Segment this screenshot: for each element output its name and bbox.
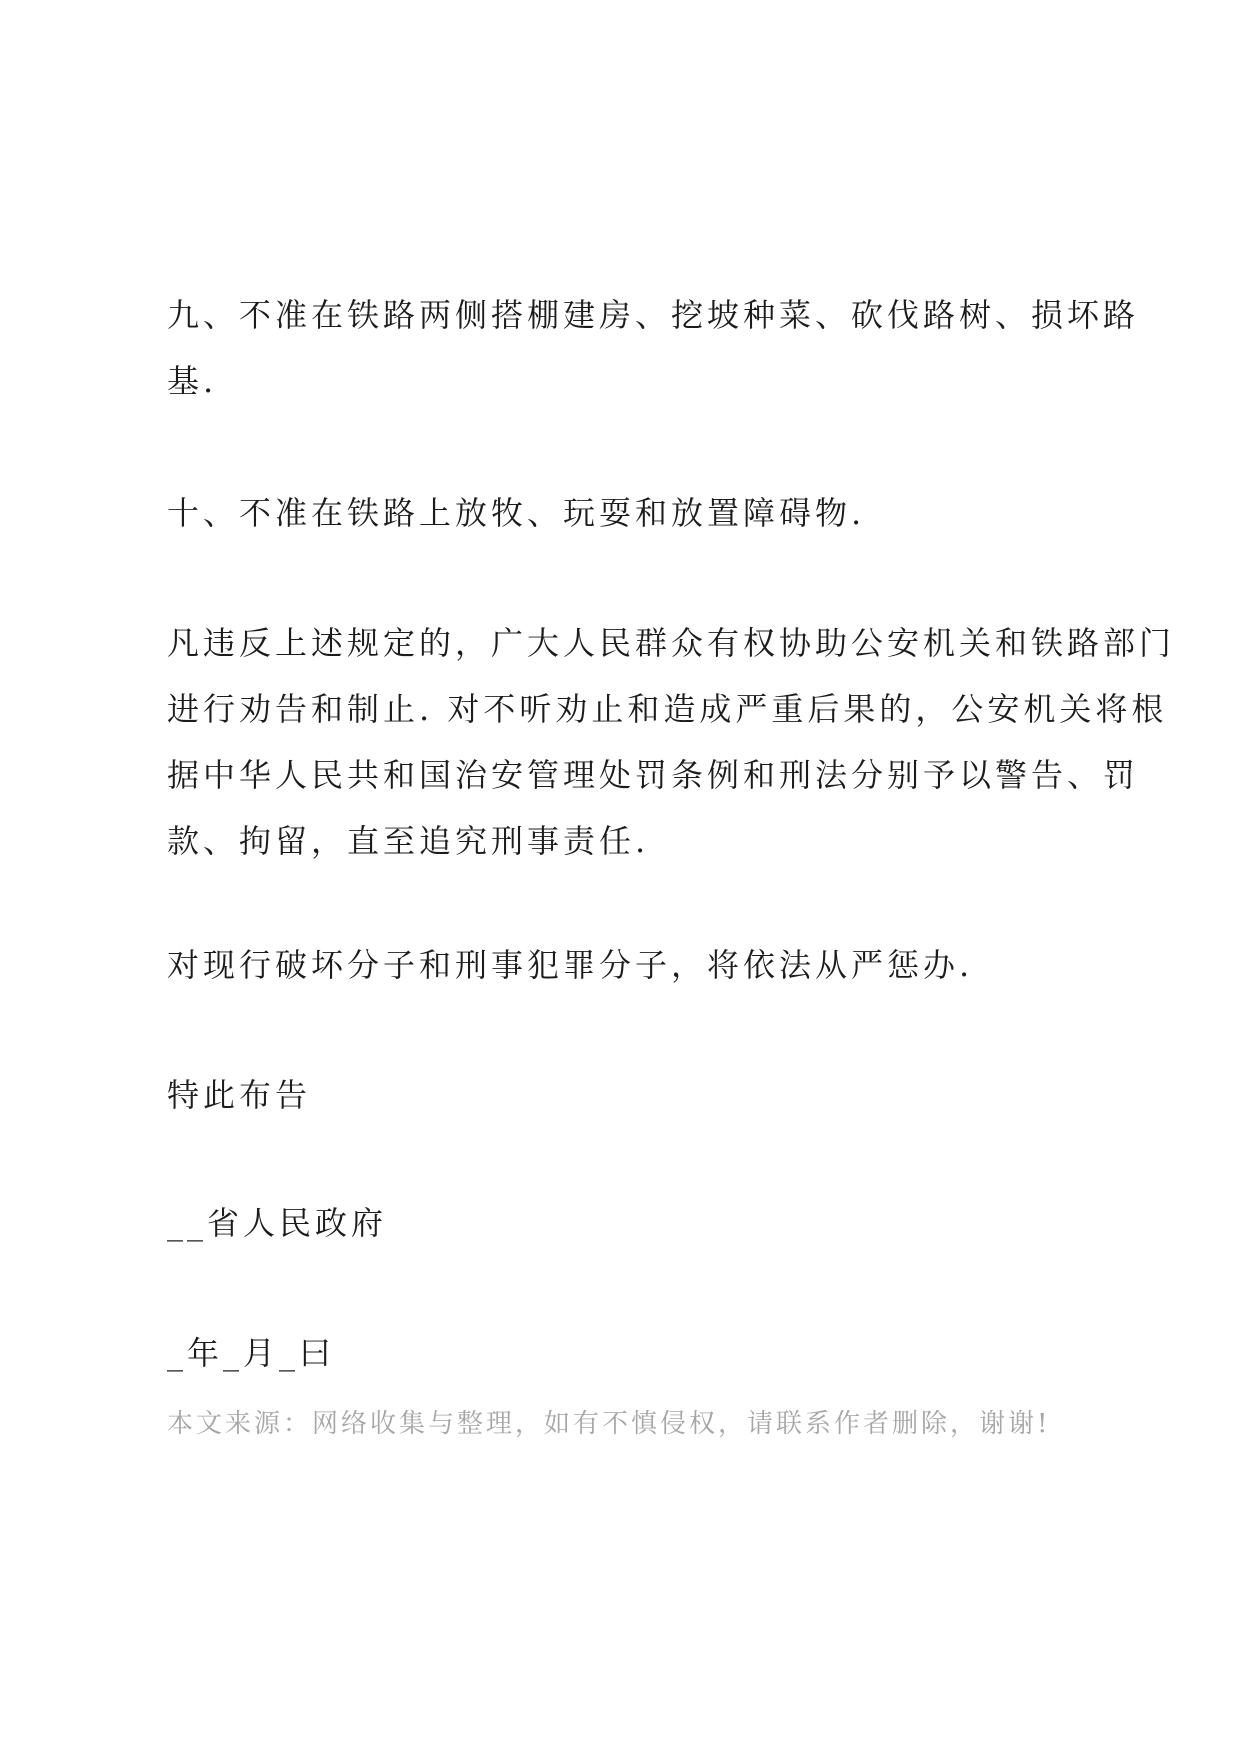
regulation-item-9 — [167, 282, 1140, 414]
issue-date-text: _年_月_曰 — [167, 1334, 336, 1372]
issuer-text: __省人民政府 — [167, 1204, 388, 1242]
issue-date — [167, 1320, 1097, 1386]
source-note: 本文来源：网络收集与整理，如有不慎侵权，请联系作者删除，谢谢! — [167, 1409, 1051, 1439]
issuer — [167, 1190, 1097, 1256]
closing-phrase — [167, 1062, 1097, 1128]
violation-paragraph — [167, 610, 1176, 874]
regulation-item-10 — [167, 480, 1097, 546]
criminal-paragraph — [167, 932, 1097, 998]
regulation-item-9-line-2: 基. — [167, 362, 218, 400]
regulation-item-9-line-1: 九、不准在铁路两侧搭棚建房、挖坡种菜、砍伐路树、损坏路 — [167, 296, 1140, 334]
violation-line-3: 据中华人民共和国治安管理处罚条例和刑法分别予以警告、罚 — [167, 756, 1140, 794]
violation-line-2: 进行劝告和制止. 对不听劝止和造成严重后果的，公安机关将根 — [167, 690, 1168, 728]
criminal-text: 对现行破坏分子和刑事犯罪分子，将依法从严惩办. — [167, 946, 974, 984]
regulation-item-10-text: 十、不准在铁路上放牧、玩耍和放置障碍物. — [167, 494, 866, 532]
closing-text: 特此布告 — [167, 1076, 312, 1114]
violation-line-1: 凡违反上述规定的，广大人民群众有权协助公安机关和铁路部门 — [167, 624, 1176, 662]
violation-line-4: 款、拘留，直至追究刑事责任. — [167, 822, 650, 860]
